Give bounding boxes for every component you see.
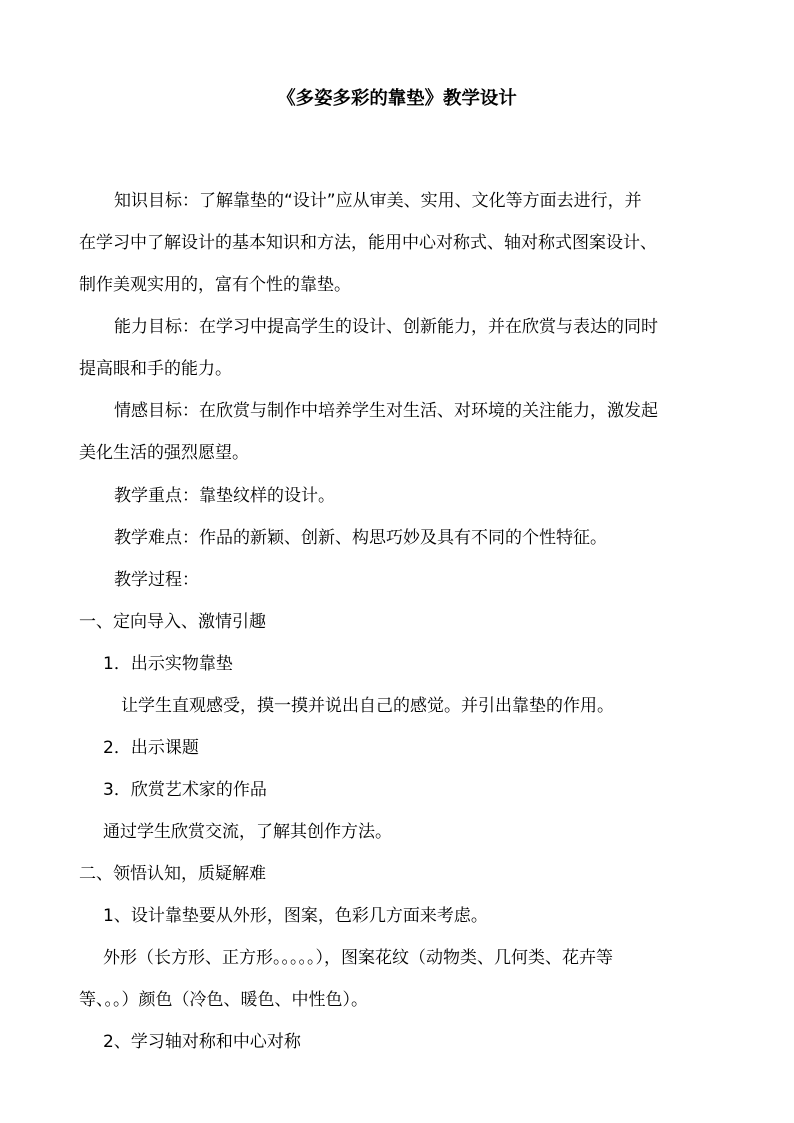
- list-item-2-2: 2、学习轴对称和中心对称: [103, 1032, 301, 1052]
- list-item-2-1: 1、设计靠垫要从外形，图案，色彩几方面来考虑。: [103, 906, 488, 926]
- list-item-2-1-detail-line-1: 外形（长方形、正方形。。。。。），图案花纹（动物类、几何类、花卉等: [103, 948, 613, 968]
- document-title: 《多姿多彩的靠垫》教学设计: [277, 88, 517, 109]
- paragraph-difficult-point: 教学难点：作品的新颖、创新、构思巧妙及具有不同的个性特征。: [114, 528, 607, 548]
- paragraph-ability-goal-line-1: 能力目标：在学习中提高学生的设计、创新能力，并在欣赏与表达的同时: [114, 317, 658, 337]
- paragraph-process-heading: 教学过程：: [114, 570, 199, 590]
- list-item-1-1: 1．出示实物靠垫: [103, 654, 233, 674]
- paragraph-key-point: 教学重点：靠垫纹样的设计。: [114, 486, 335, 506]
- list-item-1-1-detail: 让学生直观感受，摸一摸并说出自己的感觉。并引出靠垫的作用。: [121, 696, 614, 716]
- paragraph-emotion-goal-line-2: 美化生活的强烈愿望。: [79, 443, 249, 463]
- section-heading-1: 一、定向导入、激情引趣: [79, 612, 266, 632]
- list-item-2-1-detail-line-2: 等、。。）颜色（冷色、暖色、中性色）。: [79, 990, 368, 1010]
- paragraph-knowledge-goal-line-3: 制作美观实用的，富有个性的靠垫。: [79, 275, 351, 295]
- list-item-1-3-detail: 通过学生欣赏交流，了解其创作方法。: [103, 822, 392, 842]
- paragraph-knowledge-goal-line-1: 知识目标：了解靠垫的“设计”应从审美、实用、文化等方面去进行，并: [114, 191, 642, 211]
- paragraph-emotion-goal-line-1: 情感目标：在欣赏与制作中培养学生对生活、对环境的关注能力，激发起: [114, 401, 658, 421]
- list-item-1-3: 3．欣赏艺术家的作品: [103, 780, 267, 800]
- paragraph-knowledge-goal-line-2: 在学习中了解设计的基本知识和方法，能用中心对称式、轴对称式图案设计、: [79, 233, 657, 253]
- list-item-1-2: 2．出示课题: [103, 738, 199, 758]
- section-heading-2: 二、领悟认知，质疑解难: [79, 864, 266, 884]
- paragraph-ability-goal-line-2: 提高眼和手的能力。: [79, 359, 232, 379]
